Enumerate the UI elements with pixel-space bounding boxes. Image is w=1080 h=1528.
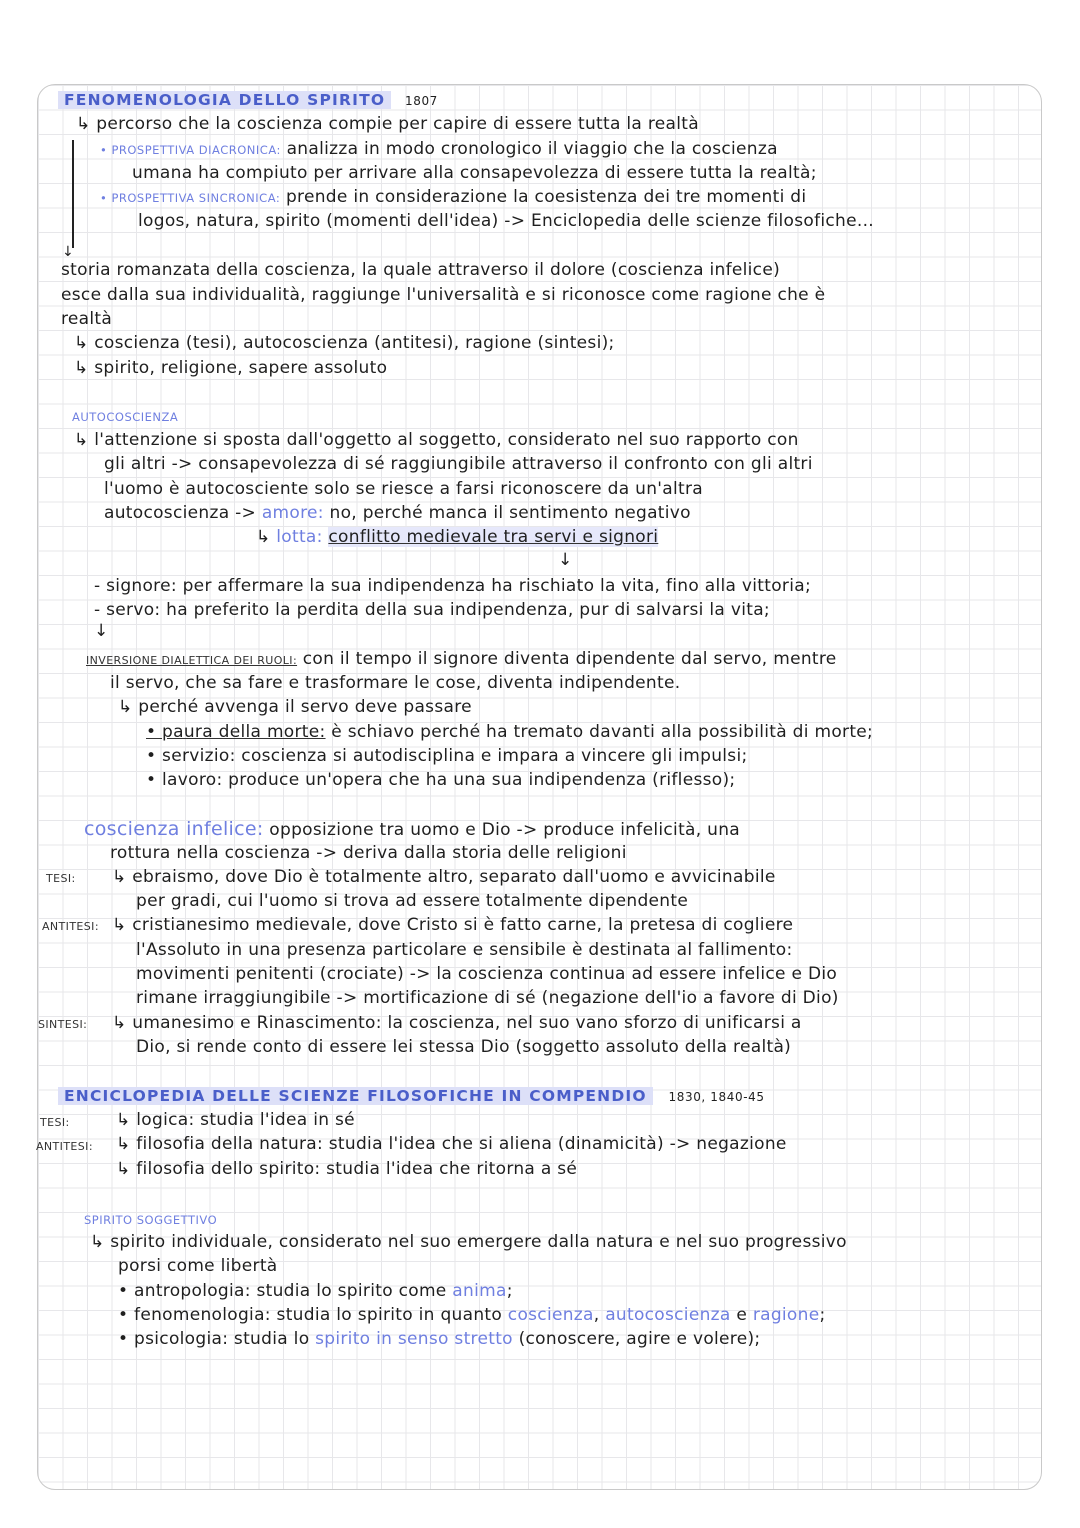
enc-sintesi-line: ↳ filosofia dello spirito: studia l'idea che ritorna a sé bbox=[116, 1159, 578, 1179]
infelice-line1 bbox=[84, 817, 740, 842]
antropologia-line bbox=[118, 1279, 513, 1303]
tesi-line1: ↳ ebraismo, dove Dio è totalmente altro, separato dall'uomo e avvicinabile bbox=[112, 867, 776, 887]
antropologia-text: • antropologia: studia lo spirito come bbox=[118, 1281, 447, 1301]
enc-tesi-line: ↳ logica: studia l'idea in sé bbox=[116, 1110, 355, 1130]
comma: , bbox=[593, 1305, 600, 1325]
dialectic-line2: ↳ spirito, religione, sapere assoluto bbox=[74, 358, 388, 378]
dialectic-line1: ↳ coscienza (tesi), autocoscienza (antitesi), ragione (sintesi); bbox=[74, 333, 615, 353]
section-title-enciclopedia bbox=[58, 1084, 765, 1109]
fenomenologia-title: FENOMENOLOGIA DELLO SPIRITO bbox=[58, 91, 391, 109]
enciclopedia-years: 1830, 1840-45 bbox=[668, 1090, 765, 1104]
signore-line: - signore: per affermare la sua indipendenza ha rischiato la vita, fino alla vittoria; bbox=[94, 576, 811, 596]
psicologia-text: • psicologia: studia lo bbox=[118, 1329, 310, 1349]
paura-label: • paura della morte: bbox=[146, 722, 326, 742]
down-arrow-icon: ↓ bbox=[94, 621, 109, 641]
soggettivo-heading: SPIRITO SOGGETTIVO bbox=[84, 1213, 218, 1227]
infelice-text1: opposizione tra uomo e Dio -> produce infelicità, una bbox=[269, 820, 741, 840]
sincronica-label: • PROSPETTIVA SINCRONICA: bbox=[100, 191, 281, 205]
storia-line1: storia romanzata della coscienza, la quale attraverso il dolore (coscienza infelice) bbox=[61, 260, 781, 280]
servo-line: - servo: ha preferito la perdita della sua indipendenza, pur di salvarsi la vita; bbox=[94, 600, 770, 620]
enc-tesi-tag: TESI: bbox=[40, 1116, 70, 1129]
anima-word: anima bbox=[452, 1281, 507, 1301]
antitesi-line1: ↳ cristianesimo medievale, dove Cristo si è fatto carne, la pretesa di cogliere bbox=[112, 915, 794, 935]
down-arrow-line bbox=[72, 140, 74, 248]
sintesi-line1: ↳ umanesimo e Rinascimento: la coscienza, nel suo vano sforzo di unificarsi a bbox=[112, 1013, 802, 1033]
amore-word: amore: bbox=[261, 503, 324, 523]
storia-line2: esce dalla sua individualità, raggiunge l'universalità e si riconosce come ragione che è bbox=[61, 285, 826, 305]
diacronica-line bbox=[100, 137, 778, 162]
enc-antitesi-tag: ANTITESI: bbox=[36, 1140, 93, 1153]
diacronica-text: analizza in modo cronologico il viaggio che la coscienza bbox=[286, 139, 778, 159]
amore-pre: autocoscienza -> bbox=[104, 503, 257, 523]
tesi-line2: per gradi, cui l'uomo si trova ad essere totalmente dipendente bbox=[136, 891, 689, 911]
fenomenologia-line1: ↳ percorso che la coscienza compie per capire di essere tutta la realtà bbox=[76, 114, 699, 134]
sincronica-text: prende in considerazione la coesistenza dei tre momenti di bbox=[285, 187, 807, 207]
inversione-text2: il servo, che sa fare e trasformare le cose, diventa indipendente. bbox=[110, 673, 681, 693]
antitesi-line4: rimane irraggiungibile -> mortificazione di sé (negazione dell'io a favore di Dio) bbox=[136, 988, 839, 1008]
autocoscienza-line1: ↳ l'attenzione si sposta dall'oggetto al soggetto, considerato nel suo rapporto con bbox=[74, 430, 799, 450]
fenomenologia-item-text: • fenomenologia: studia lo spirito in quanto bbox=[118, 1305, 503, 1325]
lotta-word: lotta: bbox=[276, 527, 323, 547]
coscienza-word: coscienza bbox=[507, 1305, 594, 1325]
sincronica-line bbox=[100, 185, 806, 210]
section-title-fenomenologia bbox=[58, 88, 438, 113]
down-arrow-icon: ↓ bbox=[558, 550, 573, 570]
sincronica-text2: logos, natura, spirito (momenti dell'idea) -> Enciclopedia delle scienze filosofiche... bbox=[138, 211, 874, 231]
enc-antitesi-line: ↳ filosofia della natura: studia l'idea che si aliena (dinamicità) -> negazione bbox=[116, 1134, 787, 1154]
fenomenologia-item-end: ; bbox=[819, 1305, 826, 1325]
inversione-text: con il tempo il signore diventa dipendente dal servo, mentre bbox=[302, 649, 837, 669]
amore-line bbox=[104, 501, 691, 525]
lotta-line bbox=[256, 525, 658, 549]
infelice-label: coscienza infelice: bbox=[84, 818, 264, 840]
ragione-word: ragione bbox=[752, 1305, 820, 1325]
diacronica-text2: umana ha compiuto per arrivare alla consapevolezza di essere tutta la realtà; bbox=[132, 163, 817, 183]
antitesi-tag: ANTITESI: bbox=[42, 920, 99, 933]
psicologia-line bbox=[118, 1327, 760, 1351]
lotta-pre: ↳ bbox=[256, 527, 271, 547]
autocoscienza-word: autocoscienza bbox=[605, 1305, 731, 1325]
sintesi-line2: Dio, si rende conto di essere lei stessa Dio (soggetto assoluto della realtà) bbox=[136, 1037, 792, 1057]
autocoscienza-line3: l'uomo è autocosciente solo se riesce a farsi riconoscere da un'altra bbox=[104, 479, 703, 499]
inversione-line bbox=[86, 647, 837, 673]
autocoscienza-line2: gli altri -> consapevolezza di sé raggiungibile attraverso il confronto con gli altri bbox=[104, 454, 813, 474]
lotta-post: conflitto medievale tra servi e signori bbox=[328, 527, 659, 547]
lavoro-line: • lavoro: produce un'opera che ha una sua indipendenza (riflesso); bbox=[146, 770, 736, 790]
spirito-stretto-word: spirito in senso stretto bbox=[315, 1329, 513, 1349]
paura-text: è schiavo perché ha tremato davanti alla possibilità di morte; bbox=[331, 722, 874, 742]
tesi-tag: TESI: bbox=[46, 872, 76, 885]
diacronica-label: • PROSPETTIVA DIACRONICA: bbox=[100, 143, 281, 157]
fenomenologia-year: 1807 bbox=[404, 94, 438, 108]
psicologia-end: (conoscere, agire e volere); bbox=[518, 1329, 761, 1349]
paura-line bbox=[146, 720, 873, 744]
amore-post: no, perché manca il sentimento negativo bbox=[329, 503, 691, 523]
fenomenologia-item-line bbox=[118, 1303, 826, 1327]
antropologia-end: ; bbox=[506, 1281, 513, 1301]
antitesi-line3: movimenti penitenti (crociate) -> la coscienza continua ad essere infelice e Dio bbox=[136, 964, 838, 984]
antitesi-line2: l'Assoluto in una presenza particolare e sensibile è destinata al fallimento: bbox=[136, 940, 793, 960]
sintesi-tag: SINTESI: bbox=[38, 1018, 88, 1031]
down-arrow-icon: ↓ bbox=[62, 244, 75, 260]
perche-line: ↳ perché avvenga il servo deve passare bbox=[118, 697, 472, 717]
soggettivo-line1: ↳ spirito individuale, considerato nel suo emergere dalla natura e nel suo progressivo bbox=[90, 1232, 847, 1252]
soggettivo-line2: porsi come libertà bbox=[118, 1256, 278, 1276]
conjunction: e bbox=[736, 1305, 748, 1325]
inversione-label: INVERSIONE DIALETTICA DEI RUOLI: bbox=[86, 654, 298, 667]
servizio-line: • servizio: coscienza si autodisciplina e impara a vincere gli impulsi; bbox=[146, 746, 748, 766]
infelice-line2: rottura nella coscienza -> deriva dalla storia delle religioni bbox=[110, 843, 627, 863]
storia-line3: realtà bbox=[61, 309, 113, 329]
enciclopedia-title: ENCICLOPEDIA DELLE SCIENZE FILOSOFICHE IN COMPENDIO bbox=[58, 1087, 653, 1105]
autocoscienza-heading: AUTOCOSCIENZA bbox=[72, 410, 179, 424]
